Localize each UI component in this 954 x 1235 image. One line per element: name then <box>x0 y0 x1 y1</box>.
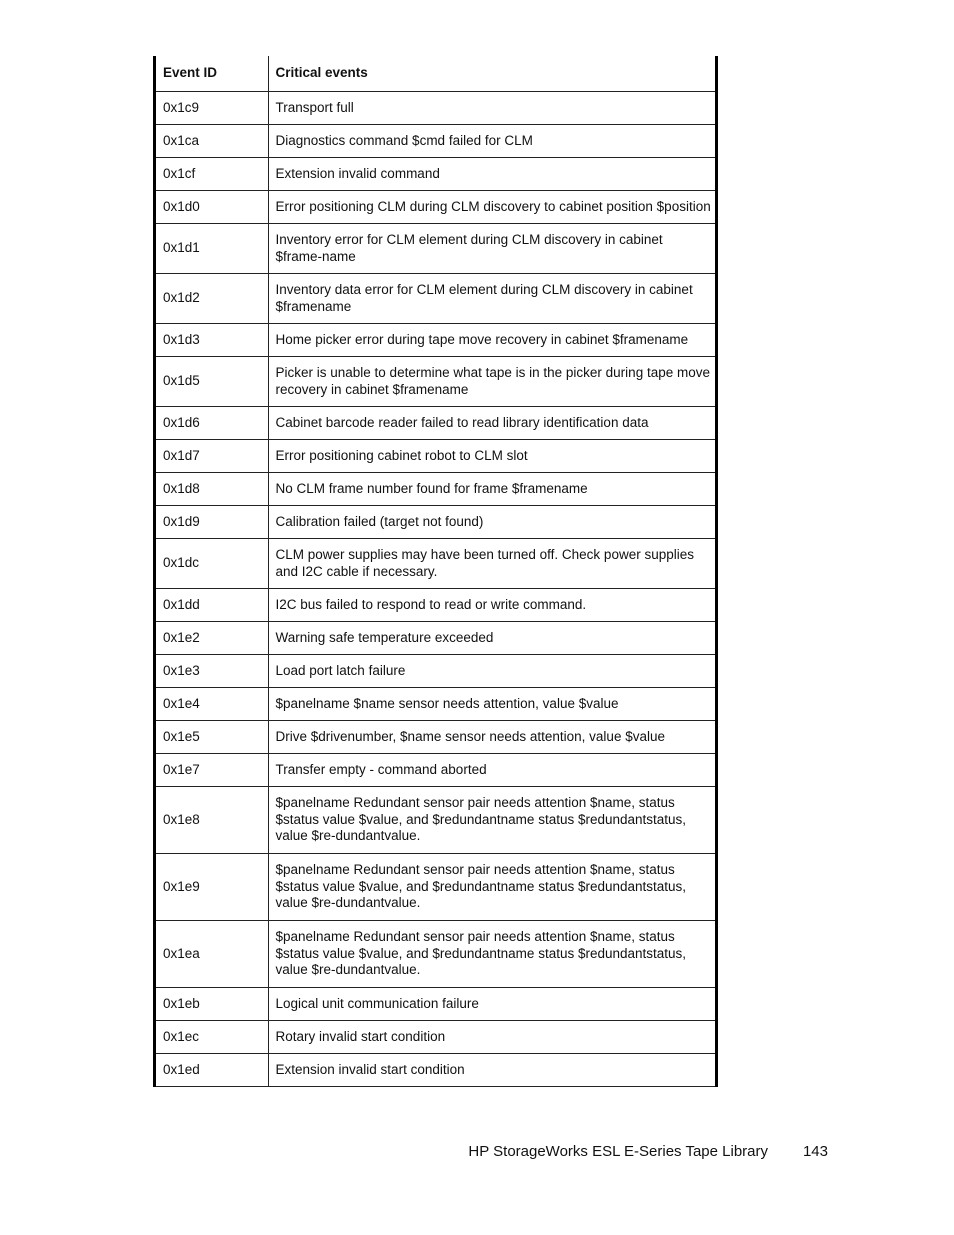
critical-event-cell: Error positioning cabinet robot to CLM slot <box>268 440 715 473</box>
critical-event-cell: Error positioning CLM during CLM discovery to cabinet position $position <box>268 191 715 224</box>
table-row <box>156 125 715 158</box>
event-id-cell: 0x1d0 <box>156 191 268 224</box>
header-event-id: Event ID <box>156 56 268 92</box>
table-row <box>156 622 715 655</box>
event-id-cell: 0x1d5 <box>156 357 268 407</box>
event-id-cell: 0x1ec <box>156 1021 268 1054</box>
table-row <box>156 721 715 754</box>
event-id-cell: 0x1ca <box>156 125 268 158</box>
critical-event-cell: $panelname Redundant sensor pair needs attention $name, status $status value $value, and $redundantname status $redundantstatus, value $re-dundantvalue. <box>268 854 715 921</box>
event-id-cell: 0x1e8 <box>156 787 268 854</box>
event-id-cell: 0x1e2 <box>156 622 268 655</box>
table-row <box>156 688 715 721</box>
critical-event-cell: $panelname $name sensor needs attention, value $value <box>268 688 715 721</box>
critical-event-cell: Calibration failed (target not found) <box>268 506 715 539</box>
table-row <box>156 324 715 357</box>
event-id-cell: 0x1e9 <box>156 854 268 921</box>
table-row <box>156 589 715 622</box>
table-row <box>156 224 715 274</box>
table-row <box>156 473 715 506</box>
table-row <box>156 1021 715 1054</box>
table-row <box>156 92 715 125</box>
table-row <box>156 754 715 787</box>
event-id-cell: 0x1e7 <box>156 754 268 787</box>
event-id-cell: 0x1d8 <box>156 473 268 506</box>
critical-event-cell: No CLM frame number found for frame $framename <box>268 473 715 506</box>
critical-event-cell: $panelname Redundant sensor pair needs attention $name, status $status value $value, and $redundantname status $redundantstatus, value $re-dundantvalue. <box>268 921 715 988</box>
event-id-cell: 0x1eb <box>156 988 268 1021</box>
event-id-cell: 0x1dc <box>156 539 268 589</box>
critical-events-table <box>156 56 715 1087</box>
table-row <box>156 655 715 688</box>
critical-event-cell: Extension invalid start condition <box>268 1054 715 1087</box>
table-row <box>156 787 715 854</box>
table-row <box>156 988 715 1021</box>
event-id-cell: 0x1e5 <box>156 721 268 754</box>
event-id-cell: 0x1c9 <box>156 92 268 125</box>
critical-event-cell: Transport full <box>268 92 715 125</box>
footer-page-number: 143 <box>802 1143 828 1160</box>
table-row <box>156 539 715 589</box>
critical-event-cell: Diagnostics command $cmd failed for CLM <box>268 125 715 158</box>
critical-event-cell: Logical unit communication failure <box>268 988 715 1021</box>
table-row <box>156 407 715 440</box>
table-row <box>156 158 715 191</box>
table-header-row <box>156 56 715 92</box>
event-id-cell: 0x1dd <box>156 589 268 622</box>
event-id-cell: 0x1ed <box>156 1054 268 1087</box>
event-id-cell: 0x1cf <box>156 158 268 191</box>
table-row <box>156 921 715 988</box>
event-id-cell: 0x1d6 <box>156 407 268 440</box>
critical-event-cell: Inventory data error for CLM element during CLM discovery in cabinet $framename <box>268 274 715 324</box>
event-id-cell: 0x1d1 <box>156 224 268 274</box>
table-row <box>156 191 715 224</box>
page-footer <box>0 1143 954 1165</box>
table-row <box>156 854 715 921</box>
event-id-cell: 0x1d7 <box>156 440 268 473</box>
table-row <box>156 506 715 539</box>
critical-event-cell: Load port latch failure <box>268 655 715 688</box>
critical-event-cell: Drive $drivenumber, $name sensor needs attention, value $value <box>268 721 715 754</box>
critical-event-cell: Home picker error during tape move recovery in cabinet $framename <box>268 324 715 357</box>
critical-event-cell: Rotary invalid start condition <box>268 1021 715 1054</box>
critical-event-cell: I2C bus failed to respond to read or write command. <box>268 589 715 622</box>
events-table-container <box>153 56 718 1087</box>
table-row <box>156 1054 715 1087</box>
critical-event-cell: Warning safe temperature exceeded <box>268 622 715 655</box>
table-row <box>156 440 715 473</box>
event-id-cell: 0x1d9 <box>156 506 268 539</box>
table-row <box>156 274 715 324</box>
event-id-cell: 0x1e4 <box>156 688 268 721</box>
critical-event-cell: Transfer empty - command aborted <box>268 754 715 787</box>
table-row <box>156 357 715 407</box>
critical-event-cell: Extension invalid command <box>268 158 715 191</box>
critical-event-cell: Cabinet barcode reader failed to read library identification data <box>268 407 715 440</box>
critical-event-cell: Inventory error for CLM element during CLM discovery in cabinet $frame-name <box>268 224 715 274</box>
event-id-cell: 0x1d2 <box>156 274 268 324</box>
event-id-cell: 0x1ea <box>156 921 268 988</box>
header-critical-events: Critical events <box>268 56 715 92</box>
footer-document-title: HP StorageWorks ESL E-Series Tape Library <box>468 1143 768 1160</box>
event-id-cell: 0x1d3 <box>156 324 268 357</box>
critical-event-cell: $panelname Redundant sensor pair needs attention $name, status $status value $value, and $redundantname status $redundantstatus, value $re-dundantvalue. <box>268 787 715 854</box>
critical-event-cell: Picker is unable to determine what tape is in the picker during tape move recovery in cabinet $framename <box>268 357 715 407</box>
critical-event-cell: CLM power supplies may have been turned off. Check power supplies and I2C cable if necessary. <box>268 539 715 589</box>
event-id-cell: 0x1e3 <box>156 655 268 688</box>
